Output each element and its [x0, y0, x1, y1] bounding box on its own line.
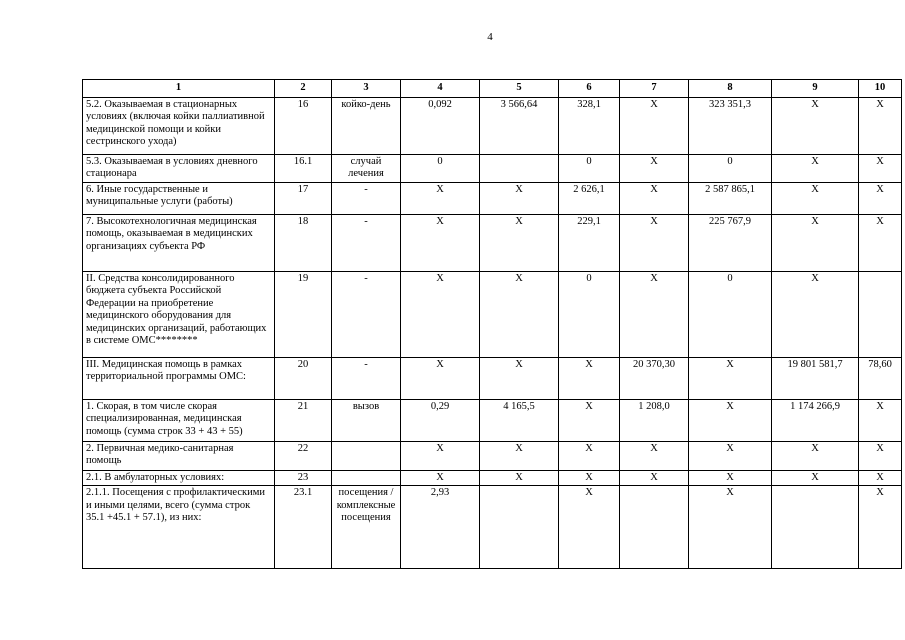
cell: X [480, 441, 559, 470]
row-code: 23.1 [275, 486, 332, 569]
cell: X [480, 214, 559, 271]
cell: X [401, 182, 480, 214]
cell: X [772, 154, 859, 182]
cell: 20 370,30 [620, 357, 689, 399]
row-unit [332, 441, 401, 470]
cell: 1 174 266,9 [772, 399, 859, 441]
cell: X [620, 97, 689, 154]
col-header-4: 4 [401, 80, 480, 98]
cell [620, 486, 689, 569]
row-name: 2.1.1. Посещения с профилактическими и иными целями, всего (сумма строк 35.1 +45.1 + 57.1), из них: [83, 486, 275, 569]
cell: X [772, 441, 859, 470]
cell: X [620, 154, 689, 182]
cell: X [689, 470, 772, 486]
cell: 328,1 [559, 97, 620, 154]
cell: X [859, 399, 902, 441]
cell: 3 566,64 [480, 97, 559, 154]
col-header-5: 5 [480, 80, 559, 98]
cell: X [859, 214, 902, 271]
row-code: 21 [275, 399, 332, 441]
cell: X [859, 154, 902, 182]
row-unit: койко-день [332, 97, 401, 154]
row-name: 5.3. Оказываемая в условиях дневного стационара [83, 154, 275, 182]
row-name: 6. Иные государственные и муниципальные услуги (работы) [83, 182, 275, 214]
row-unit: вызов [332, 399, 401, 441]
cell: X [401, 271, 480, 357]
row-name: 2.1. В амбулаторных условиях: [83, 470, 275, 486]
header-row [83, 80, 902, 98]
cell: 0 [559, 271, 620, 357]
row-code: 18 [275, 214, 332, 271]
table-row [83, 154, 902, 182]
row-code: 17 [275, 182, 332, 214]
cell: 0 [401, 154, 480, 182]
cell: X [859, 182, 902, 214]
cell: X [620, 441, 689, 470]
cell [480, 154, 559, 182]
row-code: 16.1 [275, 154, 332, 182]
cell: 0,092 [401, 97, 480, 154]
row-unit [332, 470, 401, 486]
row-code: 19 [275, 271, 332, 357]
cell: X [559, 399, 620, 441]
cell: X [859, 470, 902, 486]
cell: X [480, 271, 559, 357]
col-header-3: 3 [332, 80, 401, 98]
cell: X [401, 441, 480, 470]
cell [859, 271, 902, 357]
cell: 225 767,9 [689, 214, 772, 271]
page-number: 4 [487, 31, 493, 43]
cell: X [772, 271, 859, 357]
cell [480, 486, 559, 569]
row-code: 20 [275, 357, 332, 399]
cell: X [480, 470, 559, 486]
table-row [83, 271, 902, 357]
col-header-6: 6 [559, 80, 620, 98]
cell: 4 165,5 [480, 399, 559, 441]
col-header-8: 8 [689, 80, 772, 98]
cell: X [480, 357, 559, 399]
row-name: III. Медицинская помощь в рамках территориальной программы ОМС: [83, 357, 275, 399]
cell: 2 587 865,1 [689, 182, 772, 214]
row-unit: - [332, 271, 401, 357]
row-name: II. Средства консолидированного бюджета субъекта Российской Федерации на приобретение медицинского оборудования для медицинских организаций, работающих в системе ОМС******** [83, 271, 275, 357]
cell: X [689, 486, 772, 569]
table-row [83, 214, 902, 271]
cell: X [559, 470, 620, 486]
row-unit: - [332, 357, 401, 399]
row-code: 22 [275, 441, 332, 470]
cell: X [620, 470, 689, 486]
table-row [83, 357, 902, 399]
cell: X [401, 214, 480, 271]
row-name: 7. Высокотехнологичная медицинская помощь, оказываемая в медицинских организациях субъекта РФ [83, 214, 275, 271]
row-unit: посещения / комплексные посещения [332, 486, 401, 569]
cell: X [559, 441, 620, 470]
cell: 0 [689, 271, 772, 357]
cell: 0,29 [401, 399, 480, 441]
cell: X [859, 486, 902, 569]
row-name: 2. Первичная медико-санитарная помощь [83, 441, 275, 470]
row-code: 16 [275, 97, 332, 154]
row-unit: - [332, 182, 401, 214]
cell: 1 208,0 [620, 399, 689, 441]
cell: X [620, 214, 689, 271]
cell: X [401, 357, 480, 399]
col-header-10: 10 [859, 80, 902, 98]
row-code: 23 [275, 470, 332, 486]
cell: X [620, 271, 689, 357]
cell: 2 626,1 [559, 182, 620, 214]
cell: 0 [559, 154, 620, 182]
cell: X [480, 182, 559, 214]
row-unit: - [332, 214, 401, 271]
cell: X [772, 97, 859, 154]
col-header-7: 7 [620, 80, 689, 98]
cell: X [689, 441, 772, 470]
cell: X [859, 441, 902, 470]
cell: X [689, 357, 772, 399]
table-row [83, 441, 902, 470]
table-row [83, 470, 902, 486]
row-name: 5.2. Оказываемая в стационарных условиях (включая койки паллиативной медицинской помощи и койки сестринского ухода) [83, 97, 275, 154]
table-row [83, 182, 902, 214]
cell: X [689, 399, 772, 441]
table-row [83, 486, 902, 569]
cell: X [620, 182, 689, 214]
table-row [83, 399, 902, 441]
cell: 229,1 [559, 214, 620, 271]
row-unit: случай лечения [332, 154, 401, 182]
cell: 19 801 581,7 [772, 357, 859, 399]
cell: X [559, 486, 620, 569]
cell: 0 [689, 154, 772, 182]
col-header-9: 9 [772, 80, 859, 98]
table-row [83, 97, 902, 154]
cell: 323 351,3 [689, 97, 772, 154]
cell: X [401, 470, 480, 486]
data-table [82, 79, 902, 569]
cell: 2,93 [401, 486, 480, 569]
cell: X [772, 182, 859, 214]
cell: X [772, 470, 859, 486]
col-header-1: 1 [83, 80, 275, 98]
cell: X [559, 357, 620, 399]
cell: 78,60 [859, 357, 902, 399]
cell [772, 486, 859, 569]
cell: X [859, 97, 902, 154]
cell: X [772, 214, 859, 271]
col-header-2: 2 [275, 80, 332, 98]
row-name: 1. Скорая, в том числе скорая специализированная, медицинская помощь (сумма строк 33 + 43 + 55) [83, 399, 275, 441]
